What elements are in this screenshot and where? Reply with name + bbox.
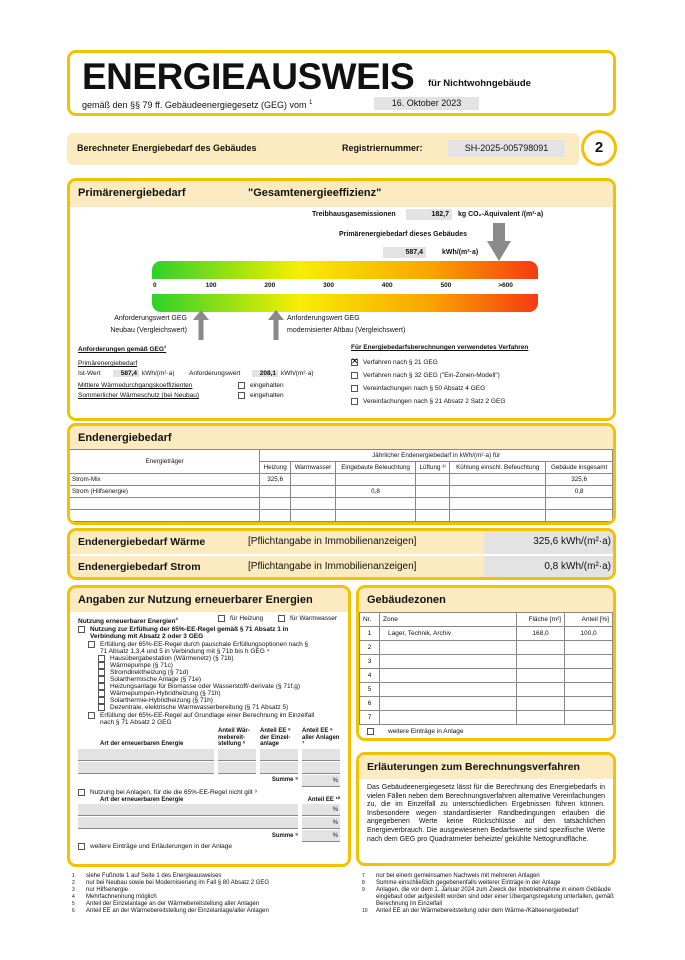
sum-label-2: Summe ⁸ [271, 832, 298, 839]
footnote-number: 5 [72, 901, 75, 907]
col-waerme: Anteil Wär-mebereit-stellung ⁵ [218, 728, 250, 748]
procedure-option-label: Verfahren nach § 21 GEG [363, 359, 438, 366]
heating-checkbox[interactable] [218, 615, 225, 622]
footnote [72, 873, 347, 880]
renewable-option-label: Stromdirektheizung (§ 71d) [110, 669, 189, 677]
table-cell [260, 486, 291, 498]
usage-label: Nutzung erneuerbarer Energien [78, 618, 176, 626]
summary-note: [Pflichtangabe in Immobilienanzeigen] [248, 561, 417, 572]
footnote-number: 1 [72, 873, 75, 879]
column-header: Gebäude insgesamt [546, 462, 613, 474]
footnote-number: 3 [72, 887, 75, 893]
renewable-input-row [78, 804, 340, 816]
renewable-percent-input[interactable]: % [302, 817, 340, 829]
renewable-input[interactable] [260, 749, 298, 761]
footnote [362, 908, 617, 915]
zone-cell: 100,0 [565, 627, 613, 641]
table-cell [290, 474, 335, 486]
zone-cell: 2 [360, 641, 380, 655]
table-cell: 325,6 [260, 474, 291, 486]
page-number: 2 [581, 130, 617, 166]
neubau-arrow-icon [189, 310, 213, 340]
zone-cell [380, 683, 517, 697]
zone-cell [565, 655, 613, 669]
table-row [70, 474, 613, 486]
opt-a-checkbox[interactable] [88, 641, 95, 648]
more-label: weitere Einträge und Erläuterungen in der Anlage [90, 843, 233, 851]
explain-text: Das Gebäudeenergiegesetz lässt für die Berechnung des Energiebedarfs in vielen Fällen neben dem Berechnungsverfahren alternative Vereinfachungen zu, die im Einzelfall zu unterschiedlichen Ergebnissen führen können. Insbesondere wegen standardisierter Randbedingungen erlauben die angegebenen Werte keine Rückschlüsse auf den tatsächlichen Energieverbrauch. Die ausgewiesenen Bedarfswerte sind spezifische Werte nach dem GEG pro Quadratmeter beheizte/ gekühlte Nettogrundfläche. [367, 784, 605, 843]
scale-tick-label: 500 [440, 282, 452, 289]
renewable-option-label: Heizungsanlage für Biomasse oder Wasserstoff/-derivate (§ 71f,g) [110, 683, 301, 691]
table-cell [260, 510, 291, 522]
footnote [362, 880, 617, 887]
heating-label: für Heizung [230, 615, 264, 622]
zone-cell [565, 669, 613, 683]
renewable-option-label: Wärmepumpen-Hybridheizung (§ 71h) [110, 690, 221, 698]
section-label: Berechneter Energiebedarf des Gebäudes [77, 143, 257, 153]
renewable-option-checkbox[interactable] [98, 697, 105, 704]
scale-tick-label: 100 [205, 282, 217, 289]
zone-row [360, 655, 613, 669]
u-check-label: eingehalten [250, 382, 284, 390]
zone-column-header: Anteil [%] [565, 613, 613, 627]
neubau-label-1: Anforderungswert GEG [114, 315, 187, 322]
table-cell [450, 486, 546, 498]
procedure-option-label: Vereinfachungen nach § 50 Absatz 4 GEG [363, 385, 486, 392]
zone-column-header: Fläche [m²] [517, 613, 565, 627]
table-cell [260, 498, 291, 510]
table-cell [416, 474, 450, 486]
altbau-label-2: modernisierter Altbau (Vergleichswert) [287, 327, 406, 334]
footnotes-left [72, 873, 347, 915]
law-text: gemäß den §§ 79 ff. Gebäudeenergiegesetz (GEG) vom [82, 100, 307, 110]
zone-cell [517, 655, 565, 669]
renewable-input-row [78, 817, 340, 829]
table-cell [290, 498, 335, 510]
opt-a-label: Erfüllung der 65%-EE-Regel durch pauschale Erfüllungsoptionen nach § 71 Absatz 1,3,4 und 5 in Verbindung mit § 71b bis h GEG ⁴ [100, 641, 309, 656]
footnote [72, 908, 347, 915]
footnote-text: nur bei Neubau sowie bei Modernisierung im Fall § 80 Absatz 2 GEG [86, 880, 270, 886]
renewable-option [98, 669, 340, 676]
procedure-checkbox[interactable] [351, 372, 358, 379]
renewable-column-headers [78, 728, 340, 748]
table-cell [336, 498, 416, 510]
zone-cell [517, 697, 565, 711]
renewable-input[interactable] [78, 749, 214, 761]
altbau-arrow-icon [264, 310, 288, 340]
column-header: Lüftung ³⁾ [416, 462, 450, 474]
footnote-number: 10 [362, 908, 368, 914]
footnote-number: 8 [362, 880, 365, 886]
footnote-text: Anteil EE an der Wärmebereitstellung oder dem Wärme-/Kälteenergiebedarf [376, 908, 579, 914]
renewable-input-row [78, 762, 340, 774]
table-cell [416, 486, 450, 498]
zone-cell [517, 669, 565, 683]
renewable-title: Angaben zur Nutzung erneuerbarer Energien [70, 588, 348, 612]
ghg-label: Treibhausgasemissionen [312, 211, 396, 218]
zone-row [360, 683, 613, 697]
zone-column-header: Zone [380, 613, 517, 627]
rule1-label: Nutzung zur Erfüllung der 65%-EE-Regel gemäß § 71 Absatz 1 in Verbindung mit Absatz 2 oder 3 GEG [90, 626, 289, 641]
procedure-checkbox[interactable] [351, 385, 358, 392]
renewable-option [98, 704, 340, 711]
renewable-input[interactable] [302, 749, 340, 761]
col-energietraeger: Energieträger [70, 450, 260, 474]
zone-cell [380, 669, 517, 683]
table-cell [416, 510, 450, 522]
table-cell: Strom-Mix [70, 474, 260, 486]
scale-tick-label: 200 [264, 282, 276, 289]
procedure-checkbox[interactable] [351, 398, 358, 405]
renewable-option-label: Solarthermie-Hybridheizung (§ 71h) [110, 697, 213, 705]
summary-label: Endenergiebedarf Strom [78, 561, 201, 573]
footnotes-right [362, 873, 617, 915]
u-checkbox[interactable] [238, 382, 245, 389]
scale-tick-label: >600 [498, 282, 513, 289]
renewable-option-label: Hausübergabestation (Wärmenetz) (§ 71b) [110, 655, 234, 663]
ist-value: 587,4 [113, 370, 139, 377]
more-checkbox[interactable] [78, 843, 85, 850]
zone-column-header: Nr. [360, 613, 380, 627]
table-cell [290, 510, 335, 522]
water-checkbox[interactable] [278, 615, 285, 622]
footnote-number: 2 [72, 880, 75, 886]
primary-title: Primärenergiebedarf [78, 187, 186, 199]
zone-row [360, 669, 613, 683]
renewable-option [98, 697, 340, 704]
scale-tick-label: 400 [381, 282, 393, 289]
zones-title: Gebäudezonen [359, 588, 613, 612]
anf-label: Anforderungswert [189, 370, 241, 378]
final-energy-box [67, 423, 616, 525]
table-row [70, 510, 613, 522]
footnote [72, 887, 347, 894]
column-header: Kühlung einschl. Befeuchtung [450, 462, 546, 474]
summary-row [70, 531, 613, 554]
col-ee-alle: Anteil EE ⁶ aller Anlagen ⁷ [302, 728, 340, 748]
req-pe-label: Primärenergiebedarf [78, 360, 138, 368]
procedure-checkbox[interactable] [351, 359, 358, 366]
pe-value: 587,4 [383, 247, 426, 258]
renewable-box [67, 585, 351, 867]
procedure [351, 344, 609, 411]
anf-unit: kWh/(m²·a) [281, 370, 314, 378]
table-cell [290, 486, 335, 498]
zone-cell [517, 711, 565, 725]
req-title: Anforderungen gemäß GEG [78, 346, 164, 354]
ghg-value: 182,7 [406, 209, 452, 220]
column-header: Eingebaute Beleuchtung [336, 462, 416, 474]
zone-cell [565, 683, 613, 697]
zone-row [360, 711, 613, 725]
summary-row [70, 554, 613, 577]
final-title: Endenergiebedarf [70, 426, 613, 450]
footnote [72, 901, 347, 908]
zones-box [356, 585, 616, 741]
summary-label: Endenergiebedarf Wärme [78, 536, 206, 548]
req-sup: 2 [163, 344, 167, 349]
reg-label: Registriernummer: [342, 143, 423, 153]
renewable-input[interactable] [218, 749, 256, 761]
group-header: Jährlicher Endenergiebedarf in kWh/(m²·a) für [260, 450, 613, 462]
u-label: Mittlere Wärmedurchgangskoeffizienten [78, 382, 193, 390]
reg-number: SH-2025-005798091 [448, 140, 565, 157]
zone-cell [380, 641, 517, 655]
zones-table [359, 612, 613, 725]
sum-field-2[interactable]: % [302, 830, 340, 842]
document-subtitle: für Nichtwohngebäude [428, 78, 531, 89]
renewable-option-label: Wärmepumpe (§ 71c) [110, 662, 173, 670]
footnote-number: 6 [72, 908, 75, 914]
rule2-checkbox[interactable] [78, 789, 85, 796]
col-art: Art der erneuerbaren Energie [100, 741, 184, 748]
scale-tick-label: 300 [323, 282, 334, 289]
table-cell: 0,8 [336, 486, 416, 498]
renewable-option [98, 683, 340, 690]
explain-title: Erläuterungen zum Berechnungsverfahren [359, 755, 613, 779]
footnote-text: nur Hilfsenergie [86, 887, 129, 893]
law-date: 16. Oktober 2023 [374, 97, 479, 110]
requirements [78, 344, 340, 399]
altbau-label-1: Anforderungswert GEG [287, 315, 360, 322]
renewable-option-checkbox[interactable] [98, 683, 105, 690]
ist-unit: kWh/(m²·a) [142, 370, 175, 378]
procedure-option [351, 385, 609, 392]
summary-box [67, 528, 616, 580]
zone-row [360, 641, 613, 655]
renewable-input[interactable] [260, 762, 298, 774]
s-checkbox[interactable] [238, 392, 245, 399]
table-cell [450, 498, 546, 510]
zone-cell: 5 [360, 683, 380, 697]
renewable-option-label: Solarthermische Anlage (§ 71e) [110, 676, 202, 684]
renewable-option-checkbox[interactable] [98, 655, 105, 662]
procedure-option-label: Verfahren nach § 32 GEG ("Ein-Zonen-Modell") [363, 372, 500, 379]
column-header: Warmwasser [290, 462, 335, 474]
zone-row [360, 627, 613, 641]
renewable-option-label: Dezentrale, elektrische Warmwasserbereitung (§ 71 Absatz 5) [110, 704, 289, 712]
zone-cell [380, 711, 517, 725]
scale-bar-top [152, 261, 538, 279]
zone-cell: Lager, Technik, Archiv [380, 627, 517, 641]
table-row [70, 498, 613, 510]
procedure-option [351, 359, 609, 366]
zone-cell [565, 641, 613, 655]
scale-tick-label: 0 [153, 282, 157, 289]
footnote-number: 9 [362, 887, 365, 893]
final-energy-table [70, 449, 613, 522]
zones-more-checkbox[interactable] [367, 728, 374, 735]
explain-box [356, 752, 616, 866]
document-title: ENERGIEAUSWEIS [82, 56, 415, 97]
law-reference [82, 98, 312, 111]
zone-cell: 7 [360, 711, 380, 725]
zone-cell: 168,0 [517, 627, 565, 641]
water-label: für Warmwasser [290, 615, 338, 622]
footnote [72, 894, 347, 901]
sum-field-1[interactable]: % [302, 775, 340, 787]
primary-header [70, 181, 613, 207]
footnote-text: Anlagen, die vor dem 1. Januar 2024 zum Zweck der Inbetriebnahme in einem Gebäude eingebaut oder aufgestellt worden sind oder einer Übergangsregelung unterfallen, gemäß Berechnung im Einzelfall [376, 887, 614, 907]
footnote-text: Anteil der Einzelanlage an der Wärmebereitstellung aller Anlagen [86, 901, 260, 907]
col-ee: Anteil EE ¹⁰ [307, 796, 340, 803]
pe-unit: kWh/(m²·a) [442, 249, 479, 256]
renewable-option [98, 655, 340, 662]
footnote-number: 4 [72, 894, 75, 900]
ghg-unit: kg CO₂-Äquivalent /(m²·a) [458, 211, 544, 218]
summary-value: 0,8 kWh/(m²·a) [484, 556, 616, 579]
summary-note: [Pflichtangabe in Immobilienanzeigen] [248, 536, 417, 547]
renewable-percent-input[interactable]: % [302, 804, 340, 816]
procedure-option [351, 398, 609, 405]
s-label: Sommerlicher Wärmeschutz (bei Neubau) [78, 392, 200, 400]
col-ee-einzel: Anteil EE ⁶ der Einzel-anlage [260, 728, 291, 748]
zone-cell [517, 641, 565, 655]
footnote [362, 873, 617, 880]
column-header: Heizung [260, 462, 291, 474]
rule2-label: Nutzung bei Anlagen, für die die 65%-EE-Regel nicht gilt ⁹ [90, 788, 258, 796]
renewable-option-checkbox[interactable] [98, 704, 105, 711]
renewable-input[interactable] [218, 762, 256, 774]
zone-cell [565, 697, 613, 711]
primary-subtitle: "Gesamtenergieeffizienz" [248, 187, 382, 199]
footnote [72, 880, 347, 887]
footnote-text: Mehrfachnennung möglich [86, 894, 157, 900]
renewable-option [98, 690, 340, 697]
footnote-text: Anteil EE an der Wärmebereitstellung der Einzelanlage/aller Anlagen [86, 908, 269, 914]
zone-cell: 3 [360, 655, 380, 669]
opt-b-label: Erfüllung der 65%-EE-Regel auf Grundlage einer Berechnung im Einzelfall nach § 71 Absatz 2 GEG [100, 712, 315, 727]
summary-value: 325,6 kWh/(m²·a) [484, 531, 616, 554]
building-value-arrow-icon [487, 223, 511, 261]
renewable-input[interactable] [78, 817, 298, 829]
footnote [362, 887, 617, 908]
title-box [67, 50, 616, 116]
footnote-text: siehe Fußnote 1 auf Seite 1 des Energieausweises [86, 873, 222, 879]
zone-cell [517, 683, 565, 697]
zone-cell [565, 711, 613, 725]
pe-label: Primärenergiebedarf dieses Gebäudes [339, 231, 467, 238]
table-cell [546, 498, 613, 510]
renewable-option-checkbox[interactable] [98, 690, 105, 697]
neubau-label-2: Neubau (Vergleichswert) [110, 327, 187, 334]
table-cell [416, 498, 450, 510]
table-cell [336, 510, 416, 522]
procedure-title: Für Energiebedarfsberechnungen verwendetes Verfahren [351, 344, 529, 351]
table-cell [70, 510, 260, 522]
renewable-option [98, 676, 340, 683]
renewable-input-row [78, 749, 340, 761]
zone-row [360, 697, 613, 711]
s-check-label: eingehalten [250, 392, 284, 400]
footnote-text: nur bei einem gemeinsamen Nachweis mit mehreren Anlagen [376, 873, 540, 879]
law-footnote: 1 [308, 100, 313, 106]
opt-b-checkbox[interactable] [88, 712, 95, 719]
zone-cell: 4 [360, 669, 380, 683]
table-cell [70, 498, 260, 510]
anf-value: 208,1 [252, 370, 278, 377]
renewable-input[interactable] [78, 804, 298, 816]
footnote-text: Summe einschließlich gegebenenfalls weiterer Einträge in der Anlage [376, 880, 561, 886]
renewable-option-checkbox[interactable] [98, 676, 105, 683]
table-cell: 325,6 [546, 474, 613, 486]
procedure-option [351, 372, 609, 379]
renewable-option [98, 662, 340, 669]
table-cell [546, 510, 613, 522]
table-cell [336, 474, 416, 486]
primary-energy-box [67, 178, 616, 421]
table-cell: 0,8 [546, 486, 613, 498]
rule1-checkbox[interactable] [78, 626, 85, 633]
usage-sup: 4 [175, 616, 178, 621]
zone-cell [380, 697, 517, 711]
col-art-2: Art der erneuerbaren Energie [100, 796, 184, 803]
table-cell [450, 474, 546, 486]
zones-more-label: weitere Einträge in Anlage [388, 728, 464, 735]
renewable-option-checkbox[interactable] [98, 662, 105, 669]
footnote-number: 7 [362, 873, 365, 879]
zone-cell: 6 [360, 697, 380, 711]
procedure-option-label: Vereinfachungen nach § 21 Absatz 2 Satz 2 GEG [363, 398, 506, 405]
table-cell: Strom (Hilfsenergie) [70, 486, 260, 498]
renewable-input[interactable] [302, 762, 340, 774]
zone-cell: 1 [360, 627, 380, 641]
table-cell [450, 510, 546, 522]
renewable-input[interactable] [78, 762, 214, 774]
zone-cell [380, 655, 517, 669]
table-row [70, 486, 613, 498]
renewable-option-checkbox[interactable] [98, 669, 105, 676]
sum-label-1: Summe ⁸ [271, 777, 298, 784]
registration-bar [67, 133, 579, 165]
ist-label: Ist-Wert [78, 370, 101, 378]
